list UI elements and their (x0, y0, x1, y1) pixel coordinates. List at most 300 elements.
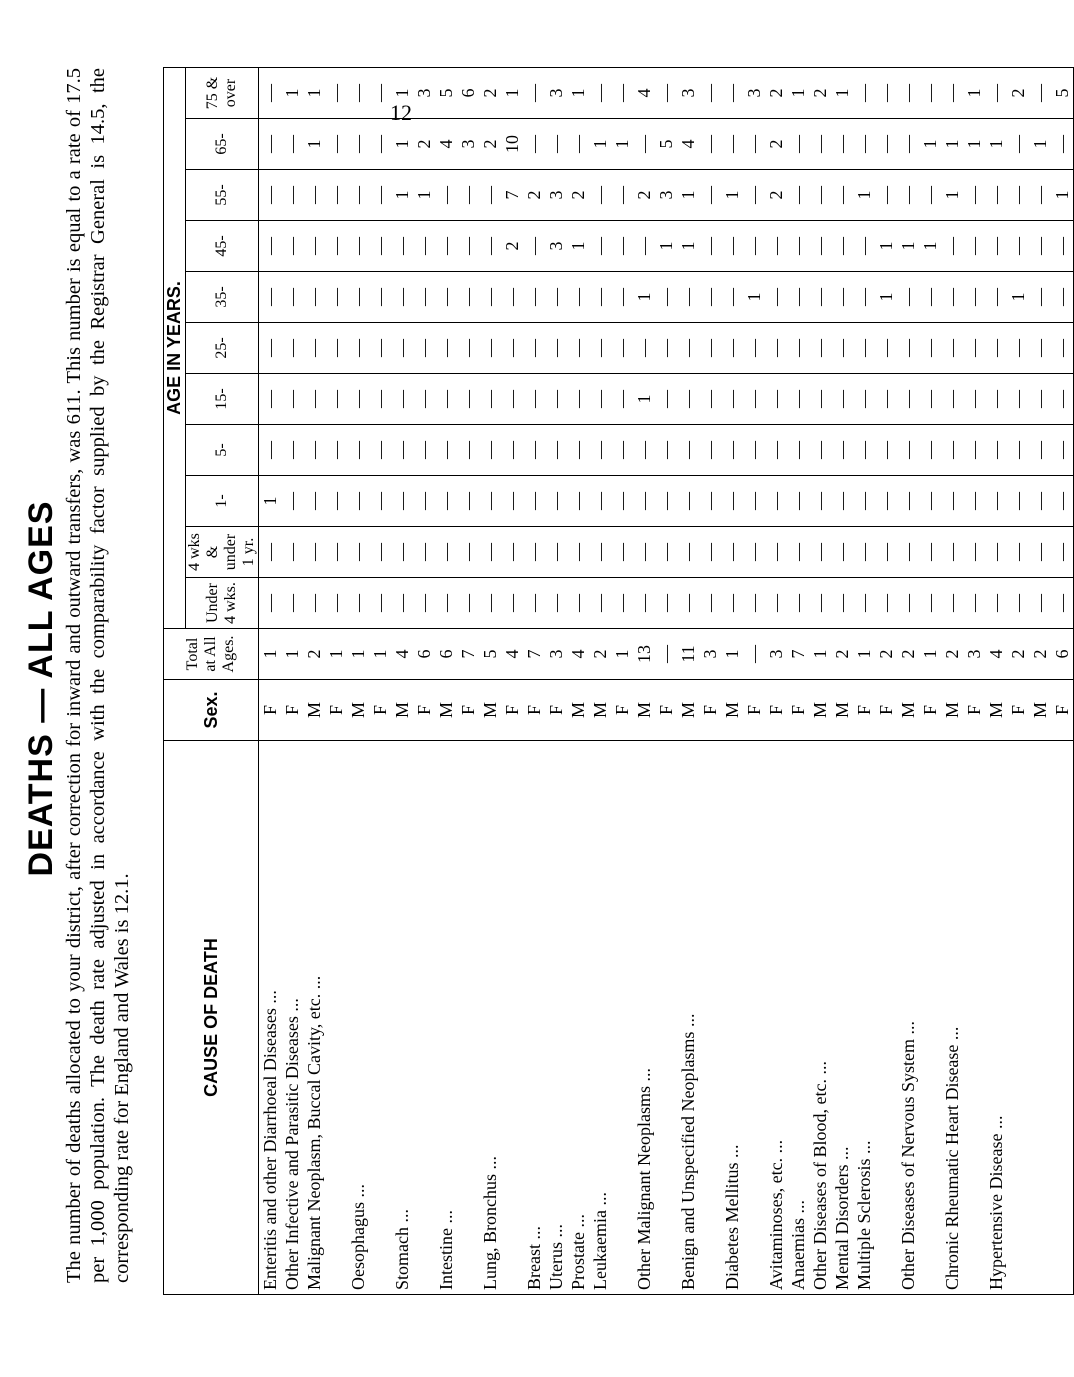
age-column-3 (259, 425, 1074, 476)
age-cell: — (458, 339, 478, 357)
age-cell: — (546, 441, 566, 459)
age-cell: 1 (502, 88, 522, 98)
cause-label: Diabetes Mellitus ... (722, 1144, 742, 1290)
age-cell: — (656, 84, 676, 102)
age-cell: — (326, 390, 346, 408)
age-cell: — (876, 84, 896, 102)
age-cell: — (568, 288, 588, 306)
age-cell: — (678, 288, 698, 306)
age-cell: 2 (414, 139, 434, 149)
age-cell: — (832, 186, 852, 204)
age-cell: — (304, 186, 324, 204)
age-cell: — (524, 441, 544, 459)
age-cell: — (414, 441, 434, 459)
total-cell: 2 (876, 649, 896, 659)
age-cell: — (656, 441, 676, 459)
age-cell: — (656, 543, 676, 561)
age-cell: — (304, 288, 324, 306)
cause-label (369, 745, 391, 1290)
age-cell: — (656, 492, 676, 510)
age-cell: — (678, 543, 698, 561)
age-cell: — (700, 135, 720, 153)
age-cell: — (1008, 594, 1028, 612)
total-cell: 4 (502, 649, 522, 659)
age-cell: — (810, 339, 830, 357)
age-cell: — (1008, 186, 1028, 204)
age-cell: 3 (546, 190, 566, 200)
sex-cell: F (260, 705, 280, 716)
age-column-1 (259, 527, 1074, 578)
age-cell: — (326, 339, 346, 357)
age-cell: — (766, 441, 786, 459)
age-cell: — (436, 237, 456, 255)
age-cell: — (524, 237, 544, 255)
age-cell: — (876, 135, 896, 153)
header-age-10: 75 & over (186, 68, 259, 119)
age-cell: 2 (524, 190, 544, 200)
age-cell: — (832, 288, 852, 306)
age-cell: — (788, 441, 808, 459)
age-cell: — (1008, 135, 1028, 153)
cause-label: Intestine ... (436, 1210, 456, 1290)
age-cell: — (832, 237, 852, 255)
age-cell: 1 (876, 241, 896, 251)
age-cell: — (744, 186, 764, 204)
age-cell: 1 (1030, 139, 1050, 149)
age-cell: — (282, 492, 302, 510)
age-cell: — (898, 339, 918, 357)
age-cell: — (326, 441, 346, 459)
age-cell: — (436, 441, 456, 459)
age-cell: — (744, 237, 764, 255)
sex-cell: F (700, 705, 720, 716)
age-cell: — (524, 594, 544, 612)
age-cell: — (348, 492, 368, 510)
age-cell: 1 (920, 139, 940, 149)
age-cell: 2 (810, 88, 830, 98)
age-cell: — (348, 135, 368, 153)
age-cell: — (854, 237, 874, 255)
age-cell: — (810, 441, 830, 459)
sex-cell: M (590, 702, 610, 719)
sex-column (259, 680, 1074, 741)
total-cell: 1 (348, 649, 368, 659)
age-cell: — (260, 84, 280, 102)
age-cell: 6 (458, 88, 478, 98)
age-cell: — (700, 339, 720, 357)
age-cell: — (370, 84, 390, 102)
age-cell: — (612, 390, 632, 408)
age-cell: — (744, 543, 764, 561)
sex-cell: M (678, 702, 698, 719)
age-cell: — (282, 288, 302, 306)
age-cell: — (634, 492, 654, 510)
age-cell: — (1052, 135, 1072, 153)
sex-cell: F (766, 705, 786, 716)
age-cell: — (480, 186, 500, 204)
age-cell: 1 (656, 241, 676, 251)
age-cell: — (282, 441, 302, 459)
age-cell: — (590, 492, 610, 510)
age-cell: — (502, 441, 522, 459)
age-cell: 3 (546, 241, 566, 251)
age-cell: — (1030, 543, 1050, 561)
age-cell: 1 (634, 394, 654, 404)
age-cell: 5 (436, 88, 456, 98)
sex-cell: F (788, 705, 808, 716)
age-cell: — (260, 288, 280, 306)
age-cell: — (810, 594, 830, 612)
age-cell: — (942, 339, 962, 357)
cause-label: Multiple Sclerosis ... (854, 1140, 874, 1290)
age-cell: 1 (304, 139, 324, 149)
age-cell: — (810, 390, 830, 408)
age-cell: — (744, 135, 764, 153)
age-cell: — (722, 492, 742, 510)
total-column (259, 629, 1074, 680)
age-cell: — (942, 543, 962, 561)
age-cell: — (524, 84, 544, 102)
age-cell: — (370, 594, 390, 612)
total-cell: 5 (480, 649, 500, 659)
age-cell: — (920, 543, 940, 561)
age-cell: — (1008, 543, 1028, 561)
age-cell: — (898, 594, 918, 612)
total-cell: 3 (964, 649, 984, 659)
age-cell: — (612, 492, 632, 510)
age-cell: — (348, 390, 368, 408)
age-cell: — (524, 288, 544, 306)
sex-cell: M (436, 702, 456, 719)
age-cell: — (634, 441, 654, 459)
age-cell: — (546, 390, 566, 408)
age-cell: — (898, 135, 918, 153)
header-age-group: AGE IN YEARS. (164, 68, 186, 629)
cause-label (501, 745, 523, 1290)
age-cell: — (854, 492, 874, 510)
cause-label: Hypertensive Disease ... (986, 1115, 1006, 1290)
age-cell: — (568, 543, 588, 561)
age-cell: 2 (766, 190, 786, 200)
age-cell: — (304, 594, 324, 612)
age-cell: — (678, 390, 698, 408)
age-cell: — (348, 288, 368, 306)
age-cell: 3 (656, 190, 676, 200)
age-cell: 1 (568, 88, 588, 98)
cause-label: Mental Disorders ... (832, 1146, 852, 1290)
age-cell: — (436, 594, 456, 612)
age-cell: — (678, 339, 698, 357)
age-cell: — (260, 390, 280, 408)
age-cell: — (612, 339, 632, 357)
age-cell: — (392, 492, 412, 510)
age-cell: — (898, 390, 918, 408)
cause-label (325, 745, 347, 1290)
total-cell: 1 (854, 649, 874, 659)
total-cell: 7 (788, 649, 808, 659)
total-cell: 6 (1052, 649, 1072, 659)
cause-label: Anaemias ... (788, 1200, 808, 1290)
age-cell: — (370, 441, 390, 459)
age-cell: — (260, 186, 280, 204)
cause-label: Avitaminoses, etc. ... (766, 1139, 786, 1290)
age-cell: — (656, 390, 676, 408)
total-cell: 3 (766, 649, 786, 659)
age-cell: 2 (634, 190, 654, 200)
sex-cell: M (722, 702, 742, 719)
age-cell: — (458, 441, 478, 459)
age-cell: — (458, 543, 478, 561)
age-cell: — (260, 339, 280, 357)
age-cell: 1 (854, 190, 874, 200)
age-column-4 (259, 374, 1074, 425)
age-cell: — (744, 441, 764, 459)
age-cell: 1 (392, 139, 412, 149)
age-cell: 1 (986, 139, 1006, 149)
age-cell: — (480, 594, 500, 612)
age-cell: — (392, 288, 412, 306)
age-cell: — (722, 237, 742, 255)
age-cell: — (458, 390, 478, 408)
age-cell: — (436, 186, 456, 204)
age-cell: 3 (458, 139, 478, 149)
age-cell: — (788, 492, 808, 510)
age-cell: — (1052, 441, 1072, 459)
age-cell: — (458, 492, 478, 510)
table-head (164, 68, 259, 1295)
age-cell: — (1052, 339, 1072, 357)
cause-column (259, 741, 1074, 1295)
age-cell: — (260, 543, 280, 561)
age-cell: — (282, 186, 302, 204)
age-cell: 4 (678, 139, 698, 149)
cause-label: Leukaemia ... (590, 1192, 610, 1290)
age-cell: — (282, 594, 302, 612)
age-cell: — (656, 339, 676, 357)
age-cell: — (590, 543, 610, 561)
sex-cell: M (634, 702, 654, 719)
age-cell: — (722, 594, 742, 612)
age-cell: 2 (766, 88, 786, 98)
age-cell: — (810, 492, 830, 510)
age-cell: 3 (678, 88, 698, 98)
age-cell: — (260, 237, 280, 255)
cause-label (743, 745, 765, 1290)
age-cell: — (678, 492, 698, 510)
age-cell: — (1008, 237, 1028, 255)
age-cell: — (986, 237, 1006, 255)
age-cell: — (326, 543, 346, 561)
sex-cell: F (744, 705, 764, 716)
age-cell: — (370, 339, 390, 357)
age-cell: — (370, 543, 390, 561)
header-age-7: 45- (186, 221, 259, 272)
age-cell: — (986, 390, 1006, 408)
age-cell: — (964, 492, 984, 510)
age-cell: — (502, 390, 522, 408)
age-cell: — (700, 186, 720, 204)
age-cell: — (986, 441, 1006, 459)
age-cell: — (348, 543, 368, 561)
age-cell: — (788, 594, 808, 612)
age-cell: — (920, 339, 940, 357)
age-cell: — (898, 84, 918, 102)
header-age-0: Under 4 wks. (186, 578, 259, 629)
age-cell: — (590, 186, 610, 204)
age-column-7 (259, 221, 1074, 272)
age-cell: — (876, 186, 896, 204)
age-cell: — (414, 543, 434, 561)
age-cell: 1 (942, 190, 962, 200)
age-cell: — (414, 390, 434, 408)
age-cell: — (260, 441, 280, 459)
age-cell: 1 (612, 139, 632, 149)
cause-label: Chronic Rheumatic Heart Disease ... (942, 1026, 962, 1290)
age-cell: — (810, 288, 830, 306)
age-cell: — (612, 441, 632, 459)
total-cell: 2 (590, 649, 610, 659)
total-cell: 6 (436, 649, 456, 659)
sex-cell: F (414, 705, 434, 716)
age-cell: — (480, 288, 500, 306)
age-cell: — (436, 339, 456, 357)
age-cell: — (964, 237, 984, 255)
age-cell: — (1030, 84, 1050, 102)
age-cell: — (370, 390, 390, 408)
cause-label: Benign and Unspecified Neoplasms ... (678, 1013, 698, 1290)
age-cell: — (282, 390, 302, 408)
intro-paragraph: The number of deaths allocated to your district, after correction for inward and outward transfers, was 611. This number is equal to a rate of 17.5 per 1,000 population. The death rate adjusted in accordance with the comparability factor supplied by the Registrar General is 14.5, the corresponding rate for England and Wales is 12.1. (63, 68, 133, 1283)
age-cell: — (766, 390, 786, 408)
age-cell: — (634, 543, 654, 561)
age-cell: — (282, 135, 302, 153)
header-age-2: 1- (186, 476, 259, 527)
age-cell: — (788, 186, 808, 204)
age-cell: — (986, 543, 1006, 561)
table-body-row (259, 68, 1074, 1295)
age-cell: — (876, 492, 896, 510)
age-cell: — (810, 186, 830, 204)
cause-label (699, 745, 721, 1290)
age-cell: — (590, 288, 610, 306)
age-cell: — (612, 237, 632, 255)
sex-cell: F (458, 705, 478, 716)
cause-label (1029, 745, 1051, 1290)
header-cause: CAUSE OF DEATH (164, 741, 259, 1295)
age-cell: — (766, 543, 786, 561)
age-cell: — (766, 237, 786, 255)
cause-label: Prostate ... (568, 1214, 588, 1290)
age-cell: — (524, 492, 544, 510)
age-cell: — (304, 492, 324, 510)
age-cell: — (590, 84, 610, 102)
age-cell: — (810, 135, 830, 153)
age-cell: — (634, 339, 654, 357)
age-cell: — (854, 339, 874, 357)
age-cell: 1 (964, 139, 984, 149)
age-cell: — (964, 594, 984, 612)
age-cell: — (634, 594, 654, 612)
age-cell: — (766, 339, 786, 357)
page-title: DEATHS — ALL AGES (22, 500, 60, 877)
age-cell: 1 (392, 88, 412, 98)
age-cell: — (788, 543, 808, 561)
age-cell: — (304, 543, 324, 561)
age-cell: — (414, 339, 434, 357)
age-cell: — (612, 594, 632, 612)
total-cell: 13 (634, 645, 654, 663)
sex-cell: F (282, 705, 302, 716)
age-cell: 2 (766, 139, 786, 149)
total-cell: 6 (414, 649, 434, 659)
age-cell: — (568, 135, 588, 153)
age-cell: — (920, 594, 940, 612)
total-cell: 7 (458, 649, 478, 659)
age-cell: — (964, 288, 984, 306)
cause-label (413, 745, 435, 1290)
age-cell: — (876, 339, 896, 357)
age-cell: 5 (1052, 88, 1072, 98)
age-cell: 1 (678, 241, 698, 251)
age-cell: — (700, 288, 720, 306)
age-cell: — (920, 84, 940, 102)
age-cell: — (832, 492, 852, 510)
age-cell: 4 (634, 88, 654, 98)
age-cell: — (392, 441, 412, 459)
age-cell: — (964, 186, 984, 204)
age-cell: — (326, 237, 346, 255)
total-cell: 4 (986, 649, 1006, 659)
age-cell: — (1052, 390, 1072, 408)
age-cell: — (876, 441, 896, 459)
age-cell: — (458, 594, 478, 612)
age-cell: — (480, 543, 500, 561)
age-cell: — (546, 288, 566, 306)
cause-label (457, 745, 479, 1290)
age-cell: — (348, 594, 368, 612)
age-cell: 1 (568, 241, 588, 251)
age-cell: — (568, 492, 588, 510)
age-cell: — (260, 594, 280, 612)
age-cell: — (722, 288, 742, 306)
age-cell: — (414, 237, 434, 255)
sex-cell: M (1030, 702, 1050, 719)
age-cell: — (590, 390, 610, 408)
age-cell: — (634, 237, 654, 255)
age-cell: — (1030, 339, 1050, 357)
total-cell: 2 (942, 649, 962, 659)
age-cell: 1 (304, 88, 324, 98)
age-cell: — (348, 339, 368, 357)
age-cell: — (612, 288, 632, 306)
age-cell: — (744, 339, 764, 357)
age-cell: — (986, 492, 1006, 510)
age-cell: 1 (634, 292, 654, 302)
age-cell: 2 (480, 139, 500, 149)
age-cell: — (678, 594, 698, 612)
age-cell: — (964, 339, 984, 357)
total-cell: 1 (612, 649, 632, 659)
total-cell: 1 (282, 649, 302, 659)
age-cell: — (854, 441, 874, 459)
age-cell: — (260, 135, 280, 153)
age-cell: — (326, 84, 346, 102)
age-cell: — (678, 441, 698, 459)
total-cell: 4 (392, 649, 412, 659)
sex-cell: F (502, 705, 522, 716)
age-cell: — (810, 237, 830, 255)
total-cell: 1 (920, 649, 940, 659)
